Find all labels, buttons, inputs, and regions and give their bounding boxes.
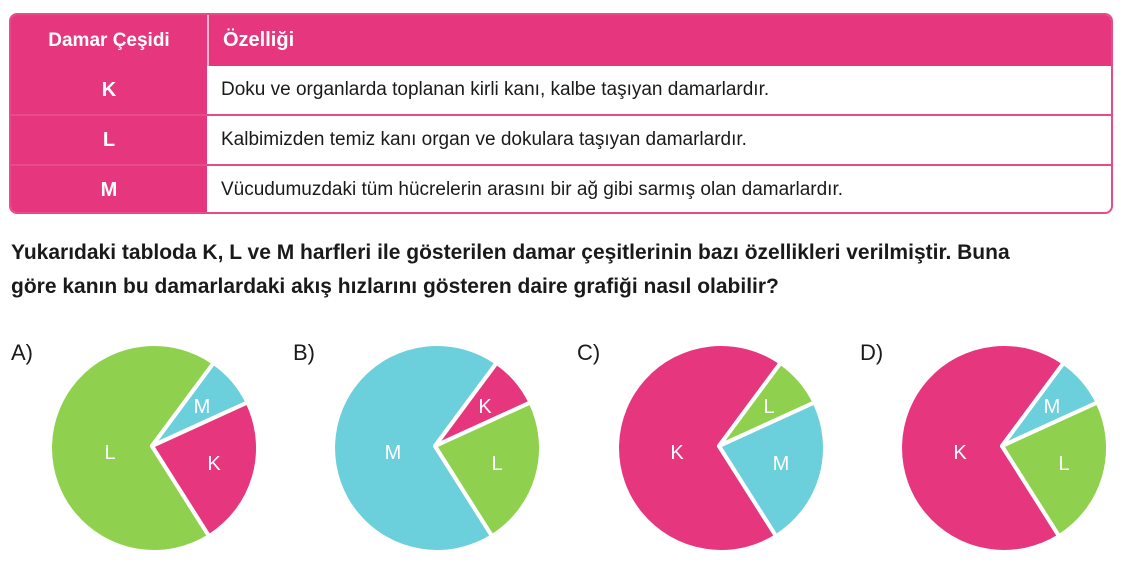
pie-slice-label: M [772, 453, 790, 475]
table-row [11, 66, 1111, 114]
table-row [11, 166, 1111, 214]
pie-slice-label: K [207, 453, 221, 475]
pie-slice-label: K [953, 442, 967, 464]
pie-slice-label: L [491, 453, 503, 475]
question-line-2: göre kanın bu damarlardaki akış hızlarını gösteren daire grafiği nasıl olabilir? [11, 275, 779, 298]
pie-slice-label: K [670, 442, 684, 464]
option-a-pie-chart[interactable] [44, 340, 264, 560]
question-text [11, 236, 1115, 304]
pie-slice-label: M [1043, 396, 1061, 418]
pie-slice-label: L [1058, 453, 1070, 475]
option-b-pie-chart[interactable] [327, 340, 547, 560]
pie-slice-label: K [478, 396, 492, 418]
header-property: Özelliği [223, 29, 295, 51]
property-cell: Vücudumuzdaki tüm hücrelerin arasını bir ağ gibi sarmış olan damarlardır. [221, 179, 844, 200]
option-c-label[interactable]: C) [577, 340, 601, 365]
question-line-1: Yukarıdaki tabloda K, L ve M harfleri ile gösterilen damar çeşitlerinin bazı özellikleri verilmiştir. Buna [11, 241, 1010, 264]
vessel-table [9, 13, 1113, 214]
vessel-type-cell: M [11, 166, 207, 214]
option-b-label[interactable]: B) [293, 340, 315, 365]
table-header-row [11, 15, 1111, 66]
property-cell: Kalbimizden temiz kanı organ ve dokulara taşıyan damarlardır. [221, 129, 747, 150]
option-a-label[interactable]: A) [11, 340, 33, 365]
option-c-pie-chart[interactable] [611, 340, 831, 560]
header-vessel-type: Damar Çeşidi [11, 15, 207, 66]
option-d-pie-chart[interactable] [894, 340, 1114, 560]
option-d-label[interactable]: D) [860, 340, 884, 365]
vessel-type-cell: L [11, 116, 207, 164]
pie-slice-label: M [384, 442, 402, 464]
property-cell: Doku ve organlarda toplanan kirli kanı, kalbe taşıyan damarlardır. [221, 79, 770, 100]
table-row [11, 116, 1111, 164]
vessel-type-cell: K [11, 66, 207, 114]
pie-slice-label: L [104, 442, 116, 464]
pie-slice-label: M [193, 396, 211, 418]
pie-slice-label: L [763, 396, 775, 418]
